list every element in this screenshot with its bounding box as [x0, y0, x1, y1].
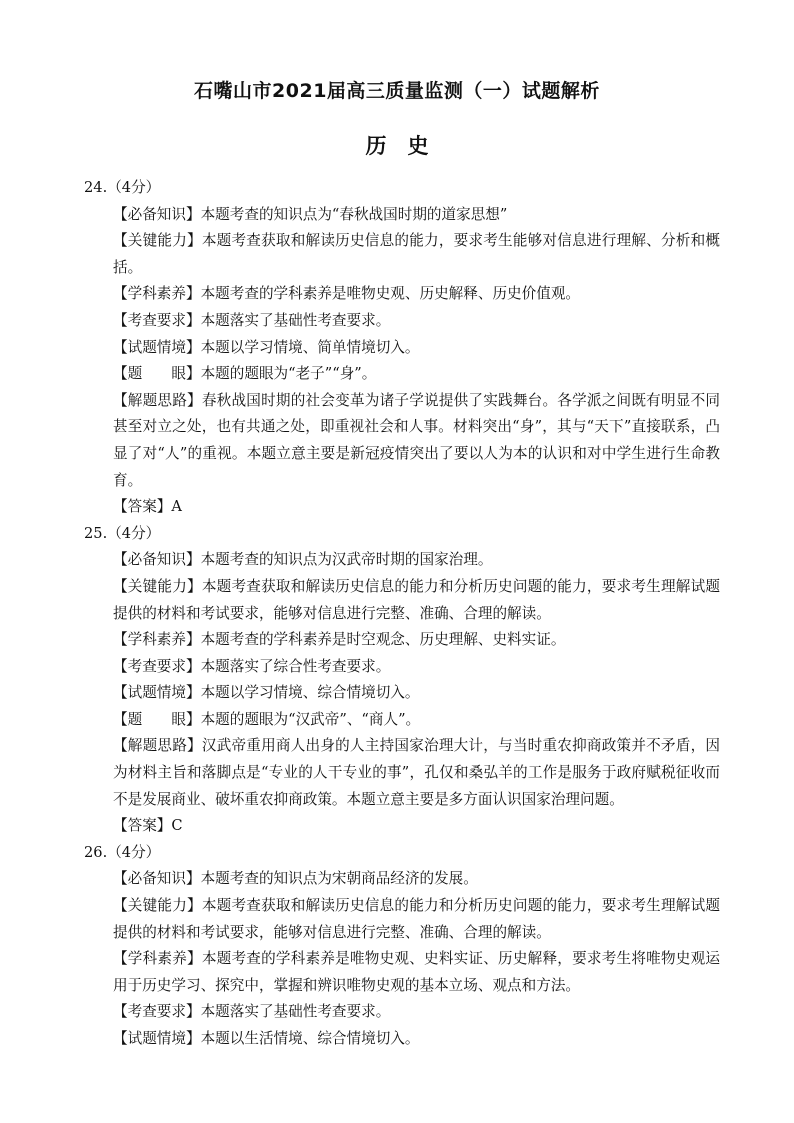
question-number: 24.（4分） — [84, 179, 161, 196]
solution-item: 【解题思路】汉武帝重用商人出身的人主持国家治理大计，与当时重农抑商政策并不矛盾，因为材料主旨和落脚点是“专业的人干专业的事”，孔仅和桑弘羊的工作是服务于政府赋税征收而不是发展商业、破坏重农抑商政策。本题立意主要是多方面认识国家治理问题。 — [113, 737, 720, 808]
solution-item: 【解题思路】春秋战国时期的社会变革为诸子学说提供了实践舞台。各学派之间既有明显不同甚至对立之处，也有共通之处，即重视社会和人事。材料突出“身”，其与“天下”直接联系，凸显了对“人”的重视。本题立意主要是新冠疫情突出了要以人为本的认识和对中学生进行生命教育。 — [113, 391, 720, 489]
subject-heading: 历 史 — [365, 133, 429, 158]
literacy-item: 【学科素养】本题考查的学科素养是时空观念、历史理解、史料实证。 — [113, 631, 566, 649]
document-body — [84, 175, 720, 1053]
requirement-item: 【考查要求】本题落实了基础性考查要求。 — [113, 311, 391, 329]
document-title: 石嘴山市2021届高三质量监测（一）试题解析 — [194, 80, 600, 102]
context-item: 【试题情境】本题以生活情境、综合情境切入。 — [113, 1030, 420, 1047]
answer-item: 【答案】A — [113, 498, 182, 516]
requirement-item: 【考查要求】本题落实了基础性考查要求。 — [113, 1003, 391, 1021]
ability-item: 【关键能力】本题考查获取和解读历史信息的能力，要求考生能够对信息进行理解、分析和概括。 — [113, 232, 720, 276]
context-item: 【试题情境】本题以学习情境、综合情境切入。 — [113, 684, 420, 702]
knowledge-item: 【必备知识】本题考查的知识点为“春秋战国时期的道家思想” — [113, 205, 508, 223]
knowledge-item: 【必备知识】本题考查的知识点为宋朝商品经济的发展。 — [113, 870, 478, 888]
context-item: 【试题情境】本题以学习情境、简单情境切入。 — [113, 338, 420, 356]
ability-item: 【关键能力】本题考查获取和解读历史信息的能力和分析历史问题的能力，要求考生理解试题提供的材料和考试要求，能够对信息进行完整、准确、合理的解读。 — [113, 897, 720, 941]
literacy-item: 【学科素养】本题考查的学科素养是唯物史观、历史解释、历史价值观。 — [113, 285, 581, 303]
knowledge-item: 【必备知识】本题考查的知识点为汉武帝时期的国家治理。 — [113, 551, 493, 569]
keyword-item: 【题 眼】本题的题眼为“老子”“身”。 — [113, 365, 377, 383]
question-number: 26.（4分） — [84, 843, 161, 861]
literacy-item: 【学科素养】本题考查的学科素养是唯物史观、史料实证、历史解释，要求考生将唯物史观运用于历史学习、探究中，掌握和辨识唯物史观的基本立场、观点和方法。 — [113, 950, 720, 994]
ability-item: 【关键能力】本题考查获取和解读历史信息的能力和分析历史问题的能力，要求考生理解试题提供的材料和考试要求，能够对信息进行完整、准确、合理的解读。 — [113, 577, 720, 622]
answer-item: 【答案】C — [113, 817, 183, 835]
requirement-item: 【考查要求】本题落实了综合性考查要求。 — [113, 657, 391, 675]
question-number: 25.（4分） — [84, 524, 161, 542]
keyword-item: 【题 眼】本题的题眼为“汉武帝”、“商人”。 — [113, 710, 421, 728]
